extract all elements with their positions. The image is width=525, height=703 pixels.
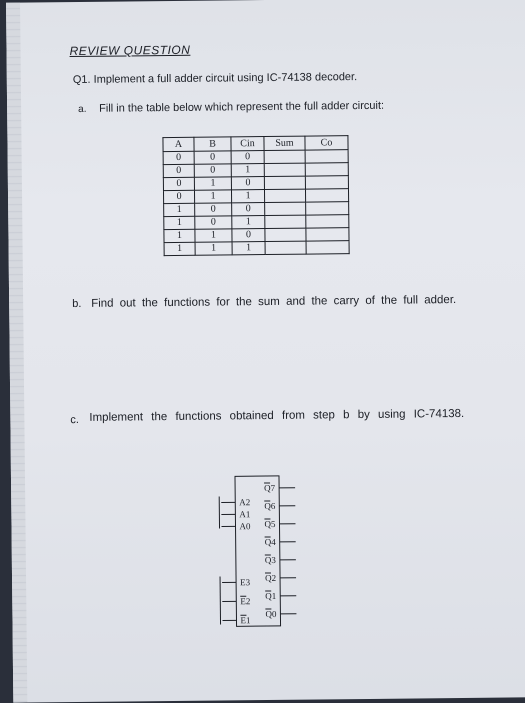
enable-label-0: E3 (240, 577, 251, 587)
decoder-pins (219, 483, 296, 626)
question-1: Q1. Implement a full adder circuit using IC-74138 decoder. (73, 71, 357, 86)
cell-sum[interactable] (265, 228, 306, 241)
cell-co[interactable] (306, 241, 349, 254)
truth-table (162, 135, 349, 256)
cell-cin: 0 (232, 229, 265, 242)
worksheet-page (6, 0, 525, 703)
cell-cin: 1 (231, 164, 264, 177)
cell-sum[interactable] (264, 163, 305, 176)
output-label-6: Q1 (265, 591, 276, 601)
cell-b: 1 (194, 177, 231, 190)
input-label-0: A2 (239, 497, 250, 507)
output-label-2: Q5 (264, 519, 276, 529)
cell-b: 1 (194, 190, 231, 203)
cell-co[interactable] (305, 189, 348, 202)
cell-a: 0 (163, 164, 194, 177)
cell-co[interactable] (305, 163, 348, 176)
cell-co[interactable] (305, 176, 348, 189)
output-label-3: Q4 (265, 537, 277, 547)
cell-sum[interactable] (265, 202, 306, 215)
header-a: A (163, 137, 194, 151)
header-co: Co (305, 136, 348, 150)
cell-co[interactable] (306, 228, 349, 241)
cell-a: 0 (163, 151, 194, 164)
output-label-4: Q3 (265, 555, 277, 565)
cell-co[interactable] (306, 215, 349, 228)
header-b: B (194, 137, 231, 151)
input-label-2: A0 (239, 521, 251, 531)
cell-sum[interactable] (264, 176, 305, 189)
enable-bracket (220, 577, 221, 625)
cell-cin: 1 (232, 216, 265, 229)
output-label-7: Q0 (265, 609, 277, 619)
part-c-letter: c. (70, 414, 79, 426)
cell-a: 1 (164, 242, 195, 255)
part-b-text: Find out the functions for the sum and the carry of the full adder. (91, 292, 461, 312)
cell-b: 1 (195, 242, 232, 255)
cell-b: 1 (195, 229, 232, 242)
cell-co[interactable] (306, 202, 349, 215)
cell-cin: 0 (231, 177, 264, 190)
header-cin-label: Cin (240, 138, 255, 149)
output-label-5: Q2 (265, 573, 276, 583)
truth-table-body (163, 150, 349, 256)
header-cin (231, 137, 264, 151)
enable-label-2: E1 (240, 615, 250, 625)
input-label-1: A1 (239, 509, 250, 519)
cell-a: 1 (164, 229, 195, 242)
table-row (164, 241, 349, 256)
cell-b: 0 (194, 164, 231, 177)
cell-a: 1 (164, 216, 195, 229)
cell-a: 0 (163, 190, 194, 203)
binding-edge (6, 3, 27, 703)
part-a-letter: a. (78, 104, 86, 115)
cell-b: 0 (194, 151, 231, 164)
cell-cin: 1 (232, 242, 265, 255)
output-label-0: Q7 (264, 483, 276, 493)
cell-sum[interactable] (264, 150, 305, 163)
part-c-text: Implement the functions obtained from step b by using IC-74138. (89, 406, 469, 426)
cell-sum[interactable] (265, 241, 306, 254)
cell-cin: 0 (231, 151, 264, 164)
cell-a: 0 (163, 177, 194, 190)
cell-a: 1 (164, 203, 195, 216)
part-b-letter: b. (72, 298, 81, 310)
cell-sum[interactable] (264, 189, 305, 202)
cell-b: 0 (195, 216, 232, 229)
enable-label-1: E2 (240, 596, 250, 606)
cell-sum[interactable] (265, 215, 306, 228)
page-heading: REVIEW QUESTION (69, 43, 190, 58)
cell-cin: 0 (232, 203, 265, 216)
cell-b: 0 (195, 203, 232, 216)
cell-co[interactable] (305, 150, 348, 163)
cell-cin: 1 (231, 190, 264, 203)
header-sum: Sum (264, 136, 305, 150)
output-label-1: Q6 (264, 501, 276, 511)
ic-74138-diagram (211, 472, 313, 633)
part-a-text: Fill in the table below which represent the full adder circuit: (99, 100, 384, 115)
